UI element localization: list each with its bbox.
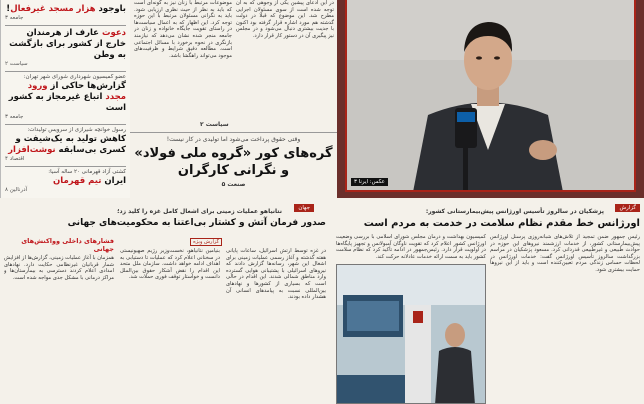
photo-frame xyxy=(345,0,636,192)
feature-title: گره‌های کور «گروه ملی فولاد» و نگرانی کارگران xyxy=(134,146,333,178)
story-body-column: رئیس جمهور ضمن تمجید از تلاش‌های شبانه‌روزی پرسنل اورژانس پیش‌بیمارستانی کشور، از خدمات ارزشمند نیروهای این حوزه در حوادث طبیعی و غیرطبیعی قدردانی کرد. مسعود پزشکیان در مراسم بزرگداشت سالروز تأسیس اورژانس گفت: خدمات اورژانس در لحظات حساس زندگی مردم تعیین‌کننده است و باید از این نیروها حمایت بیشتری شود. xyxy=(490,234,640,273)
ceremony-photo[interactable] xyxy=(336,264,486,404)
sidebar-item[interactable] xyxy=(5,26,126,72)
bottom-section xyxy=(0,198,644,404)
sidebar-page-ref: اقتصاد ۴ xyxy=(5,156,25,162)
article-columns xyxy=(130,0,337,198)
article-text-column xyxy=(236,0,334,128)
story-kicker: نتانیاهو عملیات زمینی برای اشغال کامل غزه را کلید زد؛ xyxy=(117,208,282,215)
sidebar-item[interactable] xyxy=(5,2,126,26)
story-body-column: فشارهای داخلی وواکنش‌های جهانی همزمان با آغاز عملیات زمینی، گزارش‌ها از افزایش شمار قربانیان غیرنظامی حکایت دارد. نهادهای امدادی اعلام کردند دسترسی به بیمارستان‌ها و مراکز درمانی با مشکل جدی مواجه شده است. xyxy=(4,237,114,281)
feature-page-ref: صنعت ۵ xyxy=(221,181,246,188)
sidebar-headline: گزارش‌ها حاکی از ورود مجدد اتباع غیرمجاز به کشور است xyxy=(8,81,126,113)
story-kicker: پزشکیان در سالروز تأسیس اورژانس پیش‌بیمارستانی کشور: xyxy=(425,208,604,215)
special-report-tag: گزارش ویژه xyxy=(190,238,222,246)
sidebar-kicker: کشتی آزاد قهرمانی ۲۰ ساله آسیا: xyxy=(48,169,126,175)
headline-sidebar xyxy=(0,0,130,198)
sidebar-kicker: عضو کمیسیون شهرداری شورای شهر تهران: xyxy=(23,74,126,80)
sidebar-item[interactable] xyxy=(5,167,126,197)
section-tag-report[interactable]: گزارش xyxy=(615,204,640,212)
world-story xyxy=(0,200,330,404)
sidebar-headline: ایران تیم قهرمان xyxy=(53,176,126,186)
story-headline[interactable]: اورژانس خط مقدم نظام سلامت در خدمت به مردم است xyxy=(363,218,640,229)
top-section xyxy=(0,0,644,198)
sidebar-page-ref: سیاست ۲ xyxy=(5,61,28,67)
story-headline[interactable]: صدور فرمان آتش و کشتار بی‌اعتنا به محکومیت‌های جهانی xyxy=(67,218,326,228)
sidebar-headline: کاهش تولید به یک‌شیفت و کسری بی‌سابقه نوشت‌افزار xyxy=(8,134,126,155)
photo-caption: عکس: ایرنا ۳ xyxy=(351,178,388,186)
story-body-column: در غزه توسط ارتش اسرائیل، ساعات پایانی هفته گذشته و آغاز رسمی عملیات زمینی برای اشغال این شهر، رسانه‌ها گزارش دادند که نیروهای اسرائیلی با پشتیبانی هوایی گسترده وارد مناطق شمالی شدند. این اقدام در حالی است که بسیاری از کشورها و نهادهای بین‌المللی نسبت به پیامدهای انسانی آن هشدار داده بودند. xyxy=(226,248,326,301)
article-paragraph: موضوعات مرتبط با زنان نیز به گونه‌ای است که باید به نظر از حیث نظری ارزیابی شود. باید به نگرانی مسئولان مرتبط با این حوزه توجه کرد. این اظهار که به اعمال سیاست‌ها در راستای تقویت جایگاه خانواده و زنان در جامعه منجر شده نشان می‌دهد که نیازمند بازنگری در نحوه برخورد با مسائل اجتماعی است. مطالعه دقیق شرایط و ظرفیت‌های موجود می‌تواند راهگشا باشد. xyxy=(134,0,232,59)
ceremony-illustration xyxy=(336,265,485,404)
sidebar-page-ref: آدرنالین ۸ xyxy=(5,187,28,193)
feature-kicker: وقتی حقوق پرداخت می‌شود اما تولیدی در کار نیست! xyxy=(166,136,301,143)
sidebar-headline: دعوت عارف از هرمندان خارج از کشور برای بازگشت به وطن xyxy=(9,28,126,60)
article-page-ref[interactable]: سیاست ۲ xyxy=(200,121,229,128)
sidebar-item[interactable] xyxy=(5,125,126,167)
feature-story[interactable] xyxy=(130,132,337,198)
lead-photo[interactable] xyxy=(337,0,644,198)
sidebar-page-ref: جامعه ۳ xyxy=(5,15,24,21)
story-subhead: فشارهای داخلی وواکنش‌های جهانی xyxy=(21,237,114,253)
story-body-column: بنیامین نتانیاهو، نخست‌وزیر رژیم صهیونیستی در سخنانی اعلام کرد که عملیات تا دستیابی به اهداف ادامه خواهد داشت. سازمان ملل متحد این اقدام را نقض آشکار حقوق بین‌الملل دانست و خواستار توقف فوری حملات شد. xyxy=(120,248,220,281)
article-text-column xyxy=(134,0,232,128)
speaker-illustration xyxy=(345,0,634,192)
sidebar-item[interactable] xyxy=(5,72,126,125)
sidebar-headline: باوجود هزار مسجد غیرفعال! xyxy=(6,4,126,14)
story-body-column: کمیسیون بهداشت و درمان مجلس شورای اسلامی با بررسی وضعیت اورژانس کشور اعلام کرد که تقویت ناوگان آمبولانس و تجهیز پایگاه‌ها در اولویت قرار دارد. رئیس‌جمهور در ادامه تأکید کرد که نظام سلامت کشور باید به سمت ارائه خدمات عادلانه حرکت کند. xyxy=(336,234,486,260)
sidebar-page-ref: جامعه ۳ xyxy=(5,114,24,120)
sidebar-kicker: رسول خوانچه شیرازی از سرویس تولیدات: xyxy=(27,127,126,133)
section-tag-world[interactable]: جهان xyxy=(294,204,314,212)
article-paragraph: در این ادعای پیشین یکی از وجوهی که به آن توجه شده است از سوی مسئولان اجرایی مطرح شد. این موضوع که قبلا در دولت گذشته هم مورد اشاره قرار گرفته بود اکنون با جدیت بیشتری دنبال می‌شود و در مجلس نیز پیگیری آن در دستور کار قرار دارد. xyxy=(236,0,334,39)
